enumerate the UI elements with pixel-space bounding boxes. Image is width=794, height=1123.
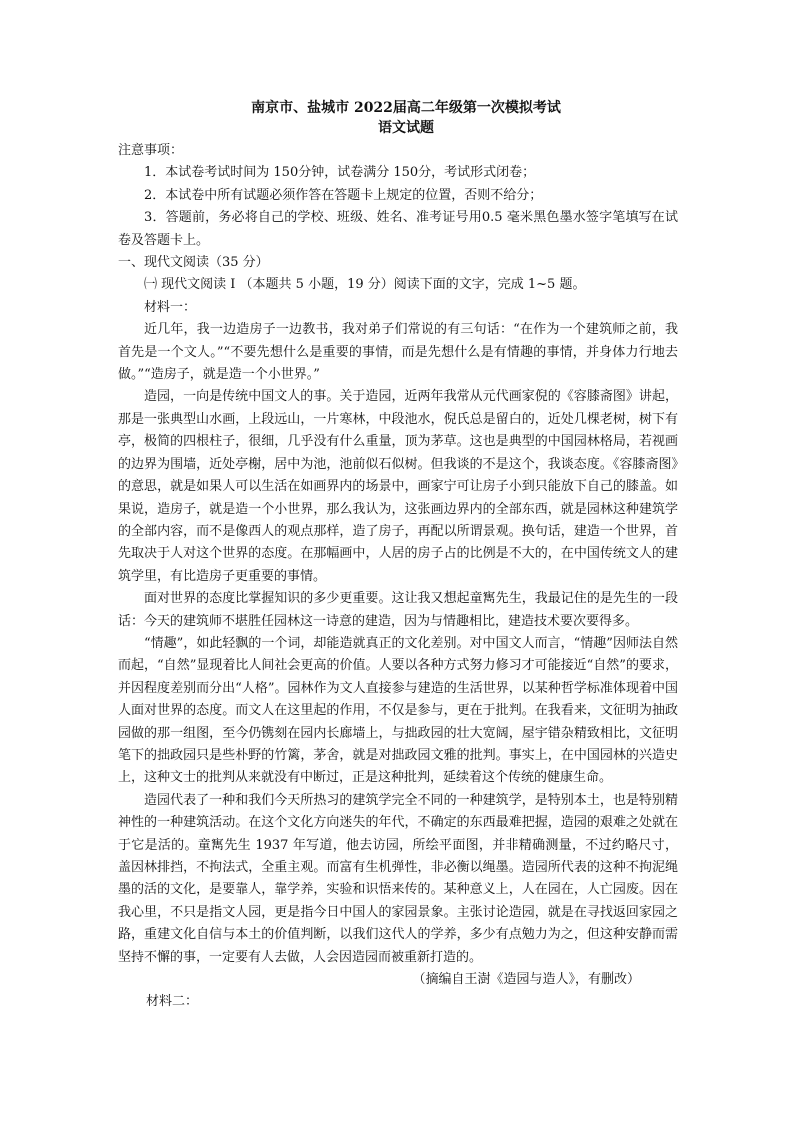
notice-item-1: 1．本试卷考试时间为 150分钟，试卷满分 150分，考试形式闭卷； bbox=[144, 165, 536, 181]
source-citation: （摘编自王澍《造园与造人》，有删改） bbox=[412, 972, 640, 988]
material-two-label: 材料二： bbox=[146, 994, 199, 1010]
material-one-label: 材料一： bbox=[144, 299, 197, 315]
subsection-heading: ㈠ 现代文阅读 Ⅰ （本题共 5 小题，19 分）阅读下面的文字，完成 1~5 题。 bbox=[144, 277, 586, 293]
exam-content bbox=[118, 98, 678, 1014]
section-heading: 一、现代文阅读（35 分） bbox=[118, 255, 269, 271]
notice-item-2: 2．本试卷中所有试题必须作答在答题卡上规定的位置，否则不给分； bbox=[144, 187, 543, 203]
exam-subtitle: 语文试题 bbox=[378, 120, 434, 136]
body-paragraph-3: 面对世界的态度比掌握知识的多少更重要。这让我又想起童寯先生，我最记住的是先生的一段话：今天的建筑师不堪胜任园林这一诗意的建造，因为与情趣相比，建造技术要次要得多。 bbox=[118, 591, 678, 629]
exam-title: 南京市、盐城市 2022届高二年级第一次模拟考试 bbox=[251, 100, 561, 116]
body-paragraph-2: 造园，一向是传统中国文人的事。关于造园，近两年我常从元代画家倪的《容膝斋图》讲起，那是一张典型山水画，上段远山，一片寒林，中段池水，倪氏总是留白的，近处几棵老树，树下有亭，极简的四根柱子，很细，几乎没有什么重量，顶为茅草。这也是典型的中国园林格局，若视画的边界为围墙，近处亭榭，居中为池，池前似石似树。但我谈的不是这个，我谈态度。《容膝斋图》的意思，就是如果人可以生活在如画界内的场景中，画家宁可让房子小到只能放下自己的膝盖。如果说，造房子，就是造一个小世界，那么我认为，这张画边界内的全部东西，就是园林这种建筑学的全部内容，而不是像西人的观点那样，造了房子，再配以所谓景观。换句话，建造一个世界，首先取决于人对这个世界的态度。在那幅画中，人居的房子占的比例是不大的，在中国传统文人的建筑学里，有比造房子更重要的事情。 bbox=[118, 389, 678, 584]
notice-heading: 注意事项： bbox=[118, 143, 184, 158]
notice-item-3: 3．答题前，务必将自己的学校、班级、姓名、准考证号用0.5 毫米黑色墨水签字笔填写在试卷及答题卡上。 bbox=[118, 210, 678, 248]
body-paragraph-1: 近几年，我一边造房子一边教书，我对弟子们常说的有三句话：“在作为一个建筑师之前，我首先是一个文人。”“不要先想什么是重要的事情，而是先想什么是有情趣的事情，并身体力行地去做。”“造房子，就是造一个小世界。” bbox=[118, 322, 678, 383]
body-paragraph-5: 造园代表了一种和我们今天所热习的建筑学完全不同的一种建筑学，是特别本土，也是特别精神性的一种建筑活动。在这个文化方向迷失的年代，不确定的东西最难把握，造园的艰难之处就在于它是活的。童寯先生 1937 年写道，他去访园，所绘平面图，并非精确测量，不过约略尺寸，盖因林排挡，不拘法式，全重主观。而富有生机弹性，非必衡以绳墨。造园所代表的这种不拘泥绳墨的活的文化，是要靠人，靠学养，实验和识悟来传的。某种意义上，人在园在，人亡园废。因在我心里，不只是指文人园，更是指今日中国人的家园景象。主张讨论造园，就是在寻找返回家园之路，重建文化自信与本土的价值判断，以我们这代人的学养，多少有点勉力为之，但这种安静而需坚持不懈的事，一定要有人去做，人会因造园而被重新打造的。 bbox=[118, 792, 678, 965]
body-paragraph-4: “情趣”，如此轻飘的一个词，却能造就真正的文化差别。对中国文人而言，“情趣”因师法自然而起，“自然”显现着比人间社会更高的价值。人要以各种方式努力修习才可能接近“自然”的要求，并因程度差别而分出“人格”。园林作为文人直接参与建造的生活世界，以某种哲学标准体现着中国人面对世界的态度。而文人在这里起的作用，不仅是参与，更在于批判。在我看来，文征明为抽政园做的那一组图，至今仍镌刻在园内长廊墙上，与拙政园的壮大宽阔，屋宇错杂精致相比，文征明笔下的拙政园只是些朴野的竹篱，茅舍，就是对拙政园文雅的批判。事实上，在中国园林的兴造史上，这种文士的批判从来就没有中断过，正是这种批判，延续着这个传统的健康生命。 bbox=[118, 635, 678, 786]
